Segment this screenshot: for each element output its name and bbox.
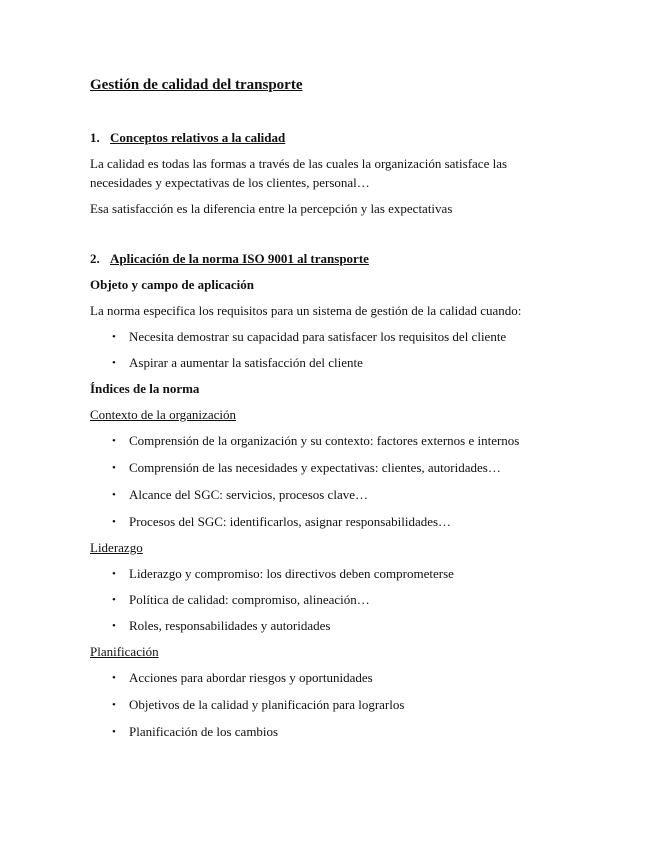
list-item: Liderazgo y compromiso: los directivos deben comprometerse [129, 566, 454, 581]
list-item: Procesos del SGC: identificarlos, asignar responsabilidades… [129, 514, 452, 529]
list-item: Alcance del SGC: servicios, procesos clave… [129, 487, 368, 502]
bullet-glyph: • [112, 620, 116, 632]
section-2-heading [90, 251, 369, 267]
bullet-glyph: • [112, 672, 116, 684]
bullet-glyph: • [112, 331, 116, 343]
section-2-intro: La norma especifica los requisitos para un sistema de gestión de la calidad cuando: [90, 303, 522, 318]
list-item: Necesita demostrar su capacidad para satisfacer los requisitos del cliente [129, 329, 507, 344]
group-title-planificacion: Planificación [90, 644, 159, 659]
subheading-objeto: Objeto y campo de aplicación [90, 277, 254, 292]
section-1-heading [90, 130, 285, 146]
bullet-glyph: • [112, 699, 116, 711]
list-item: Acciones para abordar riesgos y oportunidades [129, 670, 373, 685]
bullet-glyph: • [112, 489, 116, 501]
group-title-liderazgo: Liderazgo [90, 540, 143, 555]
list-item: Política de calidad: compromiso, alineación… [129, 592, 370, 607]
bullet-glyph: • [112, 726, 116, 738]
list-item: Roles, responsabilidades y autoridades [129, 618, 331, 633]
section-1-title: Conceptos relativos a la calidad [110, 130, 286, 145]
group-title-contexto: Contexto de la organización [90, 407, 236, 422]
bullet-glyph: • [112, 594, 116, 606]
list-item: Objetivos de la calidad y planificación para lograrlos [129, 697, 405, 712]
bullet-glyph: • [112, 516, 116, 528]
list-item: Comprensión de las necesidades y expectativas: clientes, autoridades… [129, 460, 501, 475]
section-2-number: 2. [90, 251, 100, 266]
bullet-glyph: • [112, 357, 116, 369]
subheading-indices: Índices de la norma [90, 381, 200, 396]
section-1-paragraph-1-line-1: La calidad es todas las formas a través de las cuales la organización satisface las [90, 156, 508, 171]
bullet-glyph: • [112, 568, 116, 580]
document-title: Gestión de calidad del transporte [90, 77, 303, 93]
bullet-glyph: • [112, 435, 116, 447]
list-item: Planificación de los cambios [129, 724, 279, 739]
list-item: Comprensión de la organización y su contexto: factores externos e internos [129, 433, 520, 448]
section-1-paragraph-1-line-2: necesidades y expectativas de los clientes, personal… [90, 175, 370, 190]
section-1-number: 1. [90, 130, 100, 145]
list-item: Aspirar a aumentar la satisfacción del cliente [129, 355, 363, 370]
bullet-glyph: • [112, 462, 116, 474]
section-2-title: Aplicación de la norma ISO 9001 al transporte [110, 251, 369, 266]
section-1-paragraph-2: Esa satisfacción es la diferencia entre la percepción y las expectativas [90, 201, 453, 216]
